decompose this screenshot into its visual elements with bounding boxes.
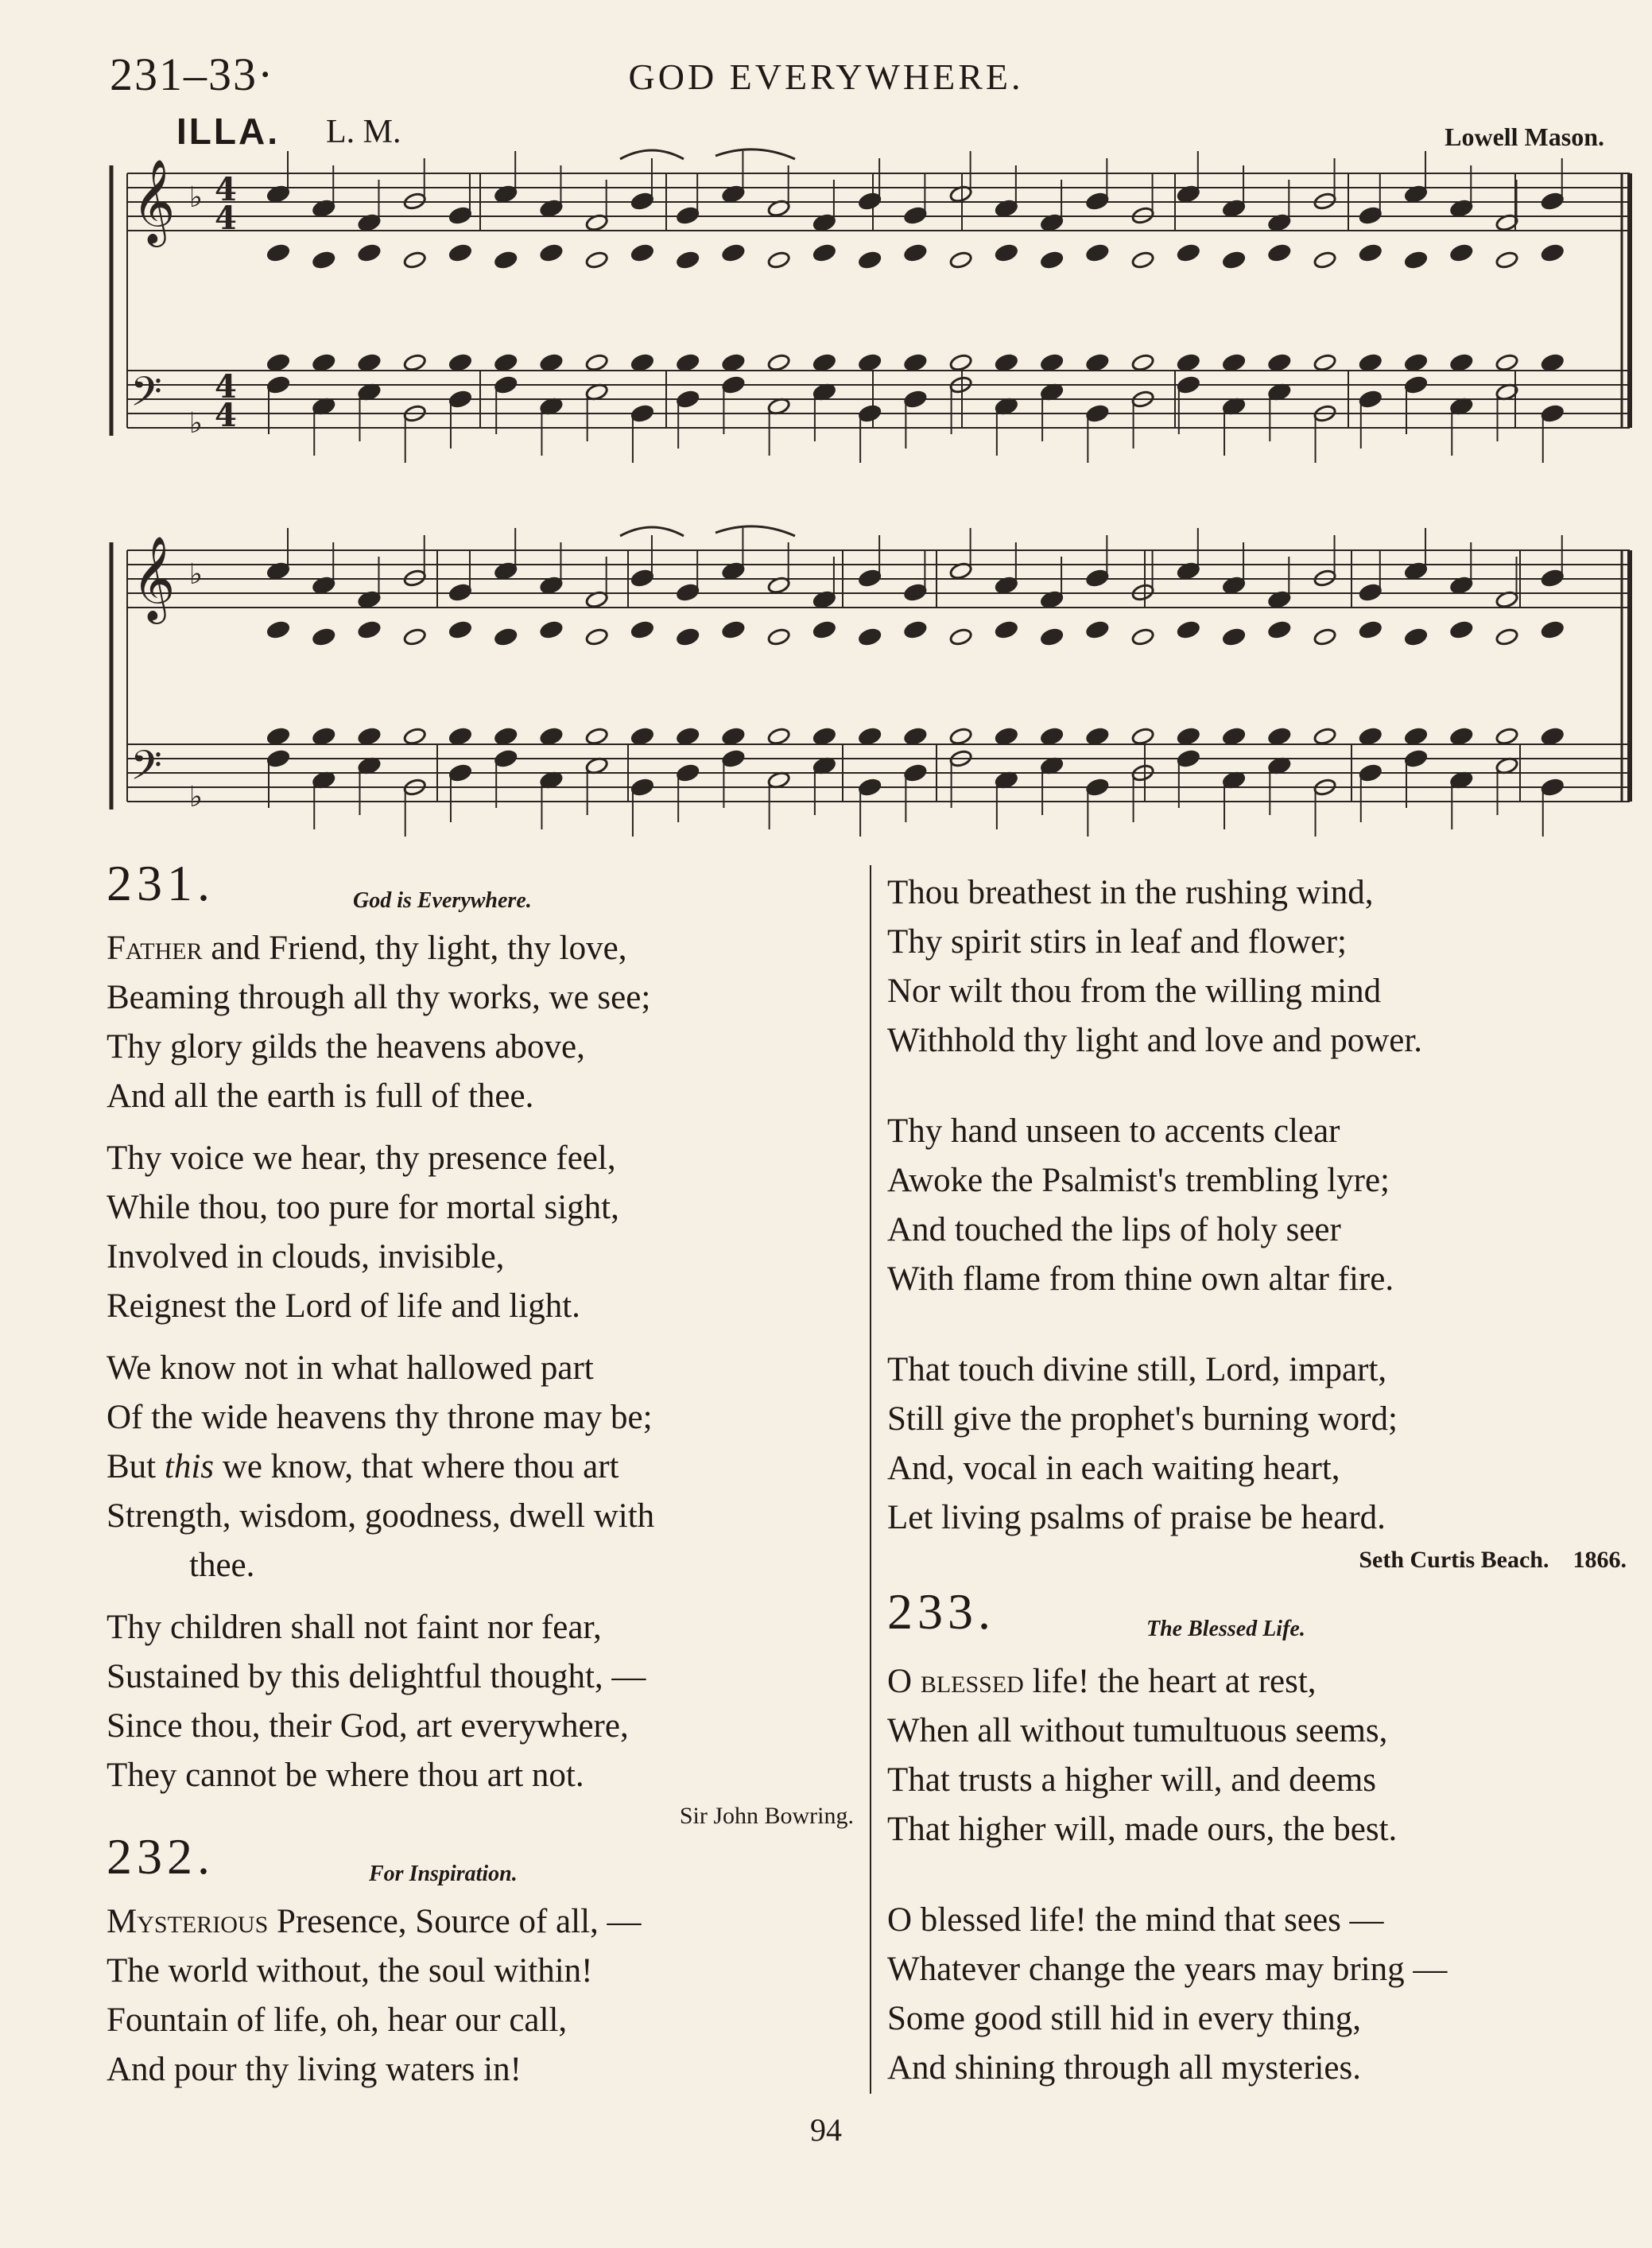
- note-head: [995, 243, 1018, 262]
- score-system-1: [111, 149, 1630, 463]
- note-head: [358, 727, 382, 746]
- meter: L. M.: [326, 114, 401, 150]
- stanza: [887, 1345, 1627, 1543]
- note-head: [1541, 404, 1565, 423]
- verse-line: Mysterious Presence, Source of all, —: [107, 1903, 642, 1940]
- note-head: [1404, 627, 1428, 646]
- note-head: [1541, 727, 1565, 746]
- note-head: [630, 404, 654, 423]
- hymn-author: Sir John Bowring.: [679, 1803, 854, 1829]
- note-head: [403, 727, 427, 746]
- note-head: [858, 353, 882, 372]
- verse-line: Strength, wisdom, goodness, dwell with: [107, 1497, 655, 1535]
- note-head: [949, 250, 973, 270]
- note-head: [1541, 778, 1565, 797]
- note-head: [676, 627, 700, 646]
- note-head: [312, 250, 335, 270]
- verse-line: Let living psalms of praise be heard.: [887, 1499, 1386, 1536]
- verse-line: And touched the lips of holy seer: [887, 1211, 1341, 1248]
- note-head: [1222, 727, 1246, 746]
- note-head: [1085, 353, 1109, 372]
- note-head: [1541, 569, 1565, 588]
- verse-line: thee.: [189, 1547, 255, 1584]
- verse-line: Fountain of life, oh, hear our call,: [107, 2001, 568, 2039]
- note-head: [1040, 353, 1064, 372]
- hymn-title: For Inspiration.: [369, 1862, 518, 1886]
- note-head: [1085, 620, 1109, 639]
- note-head: [1495, 627, 1519, 646]
- verse-line: While thou, too pure for mortal sight,: [107, 1189, 619, 1226]
- verse-line: Of the wide heavens thy throne may be;: [107, 1399, 653, 1436]
- score-system-2: [111, 526, 1630, 837]
- hymn-number: 231.: [107, 855, 215, 911]
- stanza: [107, 1897, 854, 2095]
- note-head: [812, 353, 836, 372]
- note-head: [1222, 353, 1246, 372]
- note-head: [721, 375, 745, 394]
- note-head: [1404, 727, 1428, 746]
- note-head: [630, 353, 654, 372]
- verse-line: Reignest the Lord of life and light.: [107, 1287, 580, 1325]
- note-head: [358, 243, 382, 262]
- note-head: [1085, 569, 1109, 588]
- verse-line: Withhold thy light and love and power.: [887, 1022, 1423, 1059]
- note-head: [630, 727, 654, 746]
- hymn-range: 231–33·: [110, 49, 275, 100]
- slur: [620, 527, 684, 536]
- note-head: [721, 353, 745, 372]
- note-head: [858, 192, 882, 211]
- note-head: [403, 250, 427, 270]
- note-head: [266, 353, 290, 372]
- verse-line: Beaming through all thy works, we see;: [107, 979, 651, 1016]
- note-head: [630, 778, 654, 797]
- note-head: [767, 353, 791, 372]
- treble-clef-icon: 𝄞: [132, 158, 176, 243]
- verse-line: Sustained by this delightful thought, —: [107, 1658, 646, 1695]
- note-head: [585, 353, 609, 372]
- note-head: [630, 192, 654, 211]
- verse-line: They cannot be where thou art not.: [107, 1757, 584, 1794]
- note-head: [903, 243, 927, 262]
- verse-line: That higher will, made ours, the best.: [887, 1811, 1398, 1848]
- note-head: [448, 206, 472, 225]
- verse-line: Thy children shall not faint nor fear,: [107, 1609, 602, 1646]
- verse-line: When all without tumultuous seems,: [887, 1712, 1388, 1749]
- note-head: [676, 583, 700, 602]
- page-number: 94: [810, 2112, 842, 2148]
- stanza: [887, 1896, 1627, 2093]
- note-head: [1495, 250, 1519, 270]
- note-head: [539, 353, 563, 372]
- note-head: [448, 620, 472, 639]
- tune-name: ILLA.: [176, 111, 280, 152]
- time-signature: 4: [215, 171, 237, 208]
- note-head: [995, 727, 1018, 746]
- note-head: [949, 727, 973, 746]
- note-head: [312, 353, 335, 372]
- note-head: [1313, 627, 1337, 646]
- note-head: [676, 390, 700, 409]
- note-head: [1177, 353, 1200, 372]
- verse-line: Thy hand unseen to accents clear: [887, 1112, 1340, 1150]
- note-head: [1267, 353, 1291, 372]
- note-head: [1222, 250, 1246, 270]
- note-head: [676, 353, 700, 372]
- note-head: [448, 390, 472, 409]
- music-score: [0, 0, 1652, 843]
- note-head: [1267, 243, 1291, 262]
- note-head: [266, 749, 290, 768]
- note-head: [1541, 243, 1565, 262]
- verse-line: And, vocal in each waiting heart,: [887, 1450, 1340, 1487]
- note-head: [903, 206, 927, 225]
- stanza: [887, 868, 1627, 1066]
- note-head: [858, 627, 882, 646]
- note-head: [1359, 620, 1382, 639]
- time-signature: 4: [215, 397, 237, 434]
- hymn-number: 233.: [887, 1583, 995, 1640]
- hymn-year: 1866.: [1573, 1547, 1627, 1573]
- note-head: [1404, 250, 1428, 270]
- note-head: [448, 763, 472, 782]
- verse-line: Involved in clouds, invisible,: [107, 1238, 505, 1275]
- note-head: [494, 353, 518, 372]
- verse-line: Some good still hid in every thing,: [887, 2000, 1361, 2037]
- stanza: [107, 1603, 854, 1800]
- note-head: [630, 620, 654, 639]
- note-head: [903, 620, 927, 639]
- stanza: [887, 1107, 1627, 1304]
- note-head: [539, 727, 563, 746]
- note-head: [494, 749, 518, 768]
- hymn-232-heading: [107, 1828, 854, 1897]
- verse-line: O blessed life! the mind that sees —: [887, 1901, 1384, 1939]
- note-head: [767, 727, 791, 746]
- note-head: [1267, 620, 1291, 639]
- note-head: [1131, 627, 1155, 646]
- note-head: [403, 627, 427, 646]
- note-head: [721, 243, 745, 262]
- note-head: [448, 353, 472, 372]
- note-head: [494, 375, 518, 394]
- note-head: [1359, 583, 1382, 602]
- note-head: [1222, 627, 1246, 646]
- note-head: [1085, 727, 1109, 746]
- note-head: [858, 250, 882, 270]
- note-head: [1085, 243, 1109, 262]
- section-title: GOD EVERYWHERE.: [628, 56, 1024, 97]
- treble-clef-icon: 𝄞: [132, 535, 176, 620]
- note-head: [266, 243, 290, 262]
- note-head: [1359, 243, 1382, 262]
- note-head: [1177, 243, 1200, 262]
- note-head: [858, 569, 882, 588]
- note-head: [1359, 353, 1382, 372]
- flat-icon: ♭: [189, 407, 203, 440]
- note-head: [448, 243, 472, 262]
- note-head: [494, 250, 518, 270]
- note-head: [903, 390, 927, 409]
- column-right: [887, 868, 1627, 2093]
- note-head: [949, 353, 973, 372]
- note-head: [721, 620, 745, 639]
- verse-line: Since thou, their God, art everywhere,: [107, 1707, 629, 1745]
- hymn-title: The Blessed Life.: [1146, 1617, 1305, 1641]
- stanza: [887, 1657, 1627, 1854]
- note-head: [903, 353, 927, 372]
- note-head: [1449, 620, 1473, 639]
- verse-line: Thou breathest in the rushing wind,: [887, 874, 1374, 911]
- note-head: [812, 243, 836, 262]
- composer: Lowell Mason.: [1445, 122, 1604, 151]
- note-head: [1404, 375, 1428, 394]
- note-head: [1085, 404, 1109, 423]
- note-head: [403, 353, 427, 372]
- verse-line: Thy spirit stirs in leaf and flower;: [887, 923, 1347, 961]
- note-head: [539, 243, 563, 262]
- hymn-231-heading: [107, 855, 854, 924]
- note-head: [903, 583, 927, 602]
- note-head: [1495, 353, 1519, 372]
- note-head: [494, 627, 518, 646]
- note-head: [721, 749, 745, 768]
- note-head: [676, 206, 700, 225]
- verse-line: That trusts a higher will, and deems: [887, 1761, 1376, 1799]
- verse-line: That touch divine still, Lord, impart,: [887, 1351, 1387, 1388]
- note-head: [358, 353, 382, 372]
- note-head: [585, 727, 609, 746]
- note-head: [1267, 727, 1291, 746]
- note-head: [1040, 627, 1064, 646]
- bass-clef-icon: 𝄢: [130, 741, 162, 799]
- note-head: [1177, 727, 1200, 746]
- hymn-author: Seth Curtis Beach.: [1359, 1547, 1549, 1573]
- note-head: [1131, 250, 1155, 270]
- note-head: [1359, 390, 1382, 409]
- note-head: [448, 583, 472, 602]
- note-head: [266, 375, 290, 394]
- verse-first-word: blessed: [920, 1663, 1024, 1700]
- note-head: [358, 620, 382, 639]
- note-head: [1359, 206, 1382, 225]
- note-head: [1085, 778, 1109, 797]
- verse-line: O blessed life! the heart at rest,: [887, 1663, 1317, 1700]
- note-head: [1541, 192, 1565, 211]
- note-head: [448, 727, 472, 746]
- note-head: [1040, 250, 1064, 270]
- verse-line: But this we know, that where thou art: [107, 1448, 619, 1485]
- note-head: [676, 763, 700, 782]
- note-head: [858, 727, 882, 746]
- note-head: [1177, 620, 1200, 639]
- note-head: [266, 620, 290, 639]
- note-head: [1359, 727, 1382, 746]
- flat-icon: ♭: [189, 181, 203, 214]
- note-head: [812, 727, 836, 746]
- note-head: [995, 620, 1018, 639]
- stanza: [107, 924, 854, 1121]
- note-head: [585, 250, 609, 270]
- note-head: [767, 627, 791, 646]
- verse-line: Thy voice we hear, thy presence feel,: [107, 1140, 616, 1177]
- note-head: [630, 243, 654, 262]
- note-head: [858, 404, 882, 423]
- hymn-233-heading: [887, 1578, 1627, 1657]
- slur: [620, 150, 684, 159]
- column-left: [107, 855, 854, 2095]
- time-signature: 4: [215, 368, 237, 406]
- note-head: [903, 763, 927, 782]
- note-head: [949, 627, 973, 646]
- note-head: [1359, 763, 1382, 782]
- note-head: [1040, 727, 1064, 746]
- note-head: [1404, 749, 1428, 768]
- note-head: [903, 727, 927, 746]
- verse-line: We know not in what hallowed part: [107, 1349, 594, 1387]
- slur: [715, 526, 795, 536]
- note-head: [312, 627, 335, 646]
- note-head: [1313, 727, 1337, 746]
- verse-line: The world without, the soul within!: [107, 1952, 593, 1990]
- note-head: [676, 727, 700, 746]
- verse-line: Whatever change the years may bring —: [887, 1951, 1448, 1988]
- note-head: [266, 727, 290, 746]
- verse-line: Nor wilt thou from the willing mind: [887, 973, 1382, 1010]
- hymn-title: God is Everywhere.: [353, 888, 532, 913]
- note-head: [676, 250, 700, 270]
- verse-first-word: Father: [107, 930, 203, 967]
- flat-icon: ♭: [189, 558, 203, 591]
- note-head: [721, 727, 745, 746]
- verse-line: And pour thy living waters in!: [107, 2051, 522, 2088]
- note-head: [312, 727, 335, 746]
- verse-line: Awoke the Psalmist's trembling lyre;: [887, 1162, 1390, 1199]
- note-head: [767, 250, 791, 270]
- note-head: [1131, 353, 1155, 372]
- note-head: [1495, 727, 1519, 746]
- verse-first-word: Mysterious: [107, 1903, 269, 1940]
- note-head: [585, 627, 609, 646]
- verse-line: And shining through all mysteries.: [887, 2049, 1361, 2087]
- note-head: [1449, 727, 1473, 746]
- verse-line: Still give the prophet's burning word;: [887, 1400, 1398, 1438]
- time-signature: 4: [215, 200, 237, 237]
- note-head: [1449, 353, 1473, 372]
- note-head: [494, 727, 518, 746]
- note-head: [812, 620, 836, 639]
- note-head: [995, 353, 1018, 372]
- column-divider: [870, 865, 871, 2094]
- note-head: [858, 778, 882, 797]
- slur: [715, 149, 795, 159]
- note-head: [1177, 749, 1200, 768]
- verse-line: Thy glory gilds the heavens above,: [107, 1028, 585, 1066]
- hymn-attribution: [887, 1543, 1627, 1578]
- note-head: [1449, 243, 1473, 262]
- stanza: [107, 1134, 854, 1331]
- verse-line: And all the earth is full of thee.: [107, 1077, 534, 1115]
- verse-line: With flame from thine own altar fire.: [887, 1260, 1394, 1298]
- hymn-number: 232.: [107, 1828, 215, 1885]
- note-head: [1541, 353, 1565, 372]
- bass-clef-icon: 𝄢: [130, 367, 162, 425]
- note-head: [1404, 353, 1428, 372]
- stanza: [107, 1344, 854, 1590]
- note-head: [1313, 250, 1337, 270]
- note-head: [1131, 727, 1155, 746]
- note-head: [539, 620, 563, 639]
- verse-line: Father and Friend, thy light, thy love,: [107, 930, 627, 967]
- note-head: [630, 569, 654, 588]
- note-head: [1085, 192, 1109, 211]
- note-head: [1177, 375, 1200, 394]
- note-head: [1541, 620, 1565, 639]
- note-head: [1313, 353, 1337, 372]
- flat-icon: ♭: [189, 781, 203, 813]
